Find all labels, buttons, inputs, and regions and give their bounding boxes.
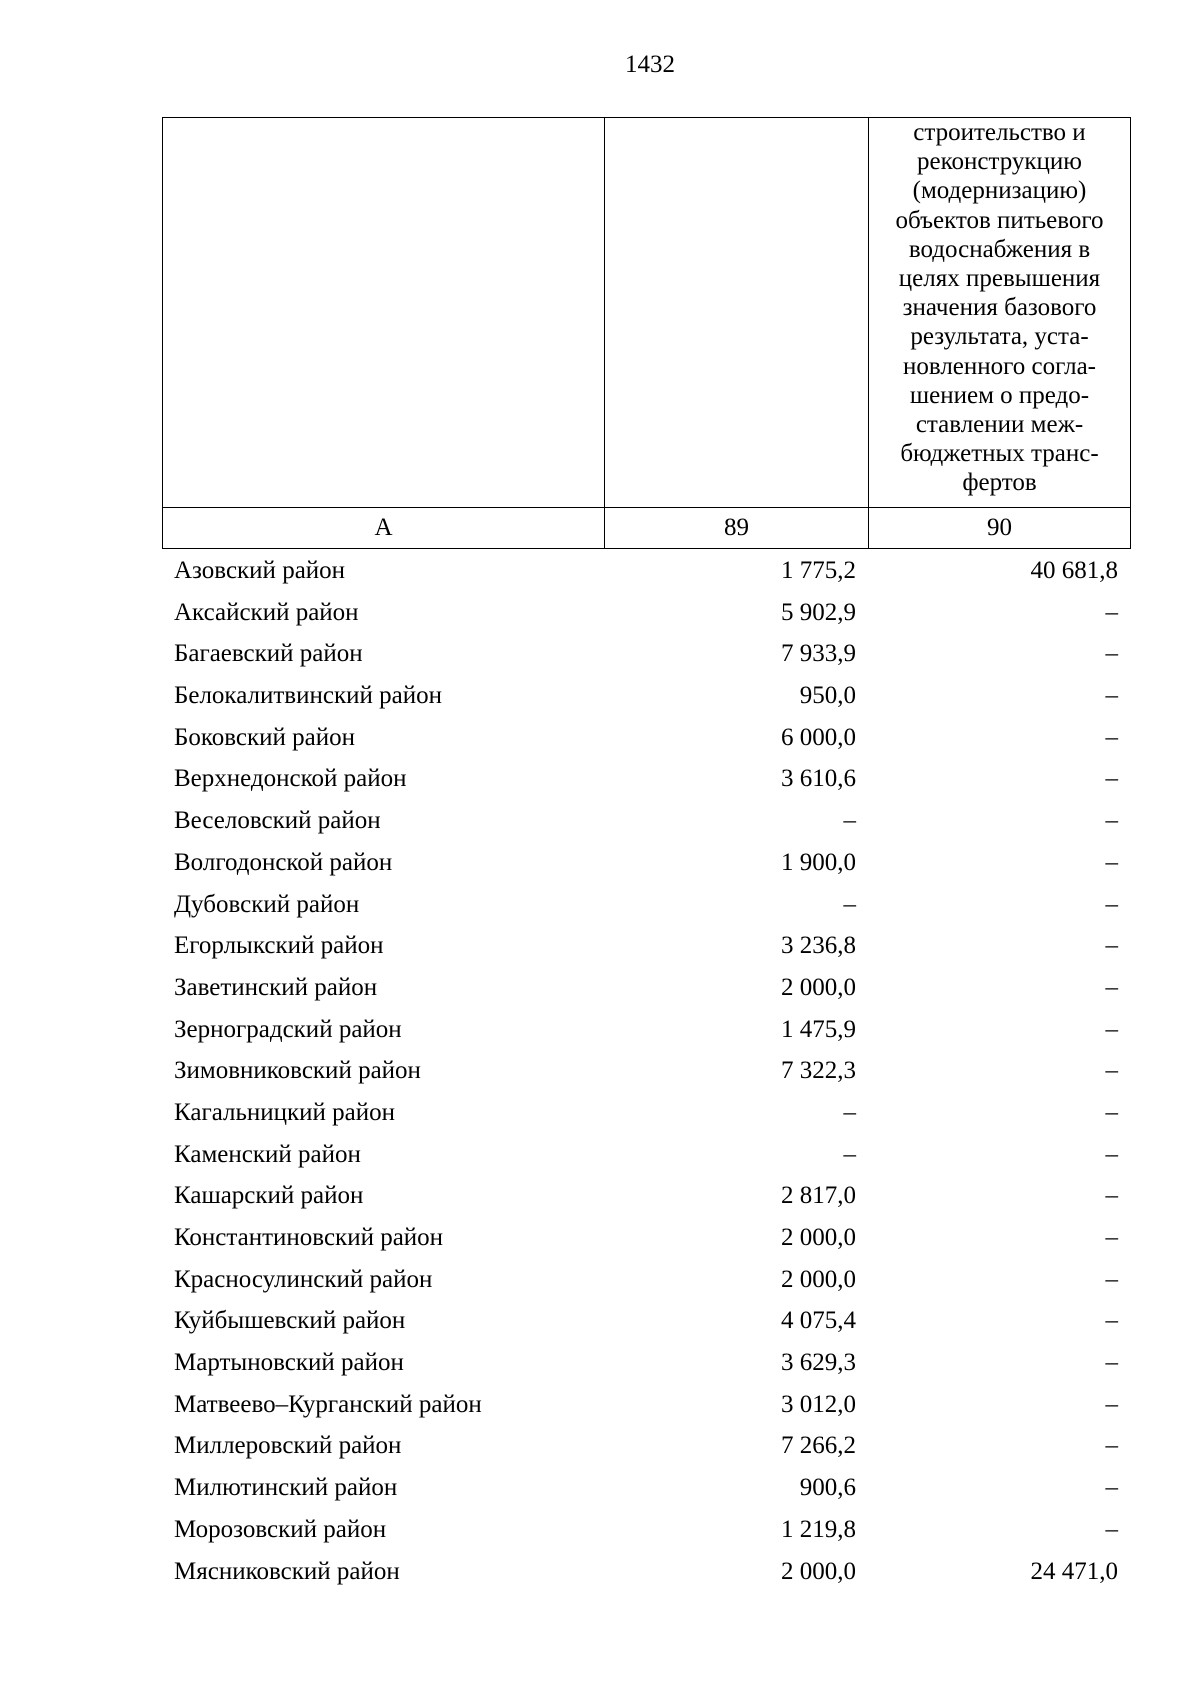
value-col-90: – [1105,598,1118,626]
header-col-a [163,118,605,508]
value-col-90: – [1105,1057,1118,1085]
value-col-89: 3 629,3 [781,1349,856,1377]
value-col-90: – [1105,1182,1118,1210]
table-row [162,1050,1130,1092]
district-name: Мартыновский район [174,1349,404,1377]
header-description-row [163,118,1131,508]
value-col-90: – [1105,973,1118,1001]
value-col-89: 7 266,2 [781,1432,856,1460]
table-row [162,1342,1130,1384]
value-col-90: – [1105,1474,1118,1502]
header-col-90-line: фертов [962,469,1037,497]
district-name: Заветинский район [174,973,378,1001]
table-row [162,1425,1130,1467]
table-row [162,1259,1130,1301]
header-col-90-line: шением о предо- [909,381,1090,409]
value-col-90: 40 681,8 [1030,557,1118,584]
value-col-89: 3 012,0 [781,1390,856,1418]
table-row [162,925,1130,967]
header-col-90-description [869,118,1131,508]
value-col-90: – [1105,1140,1118,1168]
table-row [162,1300,1130,1342]
value-col-89: 1 900,0 [781,848,856,876]
value-col-90: – [1105,1265,1118,1293]
value-col-90: – [1105,1432,1118,1460]
table-row [162,1467,1130,1509]
district-name: Егорлыкский район [174,932,384,960]
table-row [162,967,1130,1009]
value-col-89: – [843,1098,856,1126]
district-name: Волгодонской район [174,848,393,876]
value-col-89: 4 075,4 [781,1307,856,1335]
value-col-89: 1 219,8 [781,1515,856,1543]
header-number-row [163,508,1131,549]
value-col-89: 2 000,0 [781,1557,856,1585]
value-col-89: 7 322,3 [781,1057,856,1085]
district-name: Багаевский район [174,640,363,668]
value-col-90: – [1105,723,1118,751]
value-col-90: – [1105,1349,1118,1377]
table-row [162,800,1130,842]
district-name: Боковский район [174,723,355,751]
value-col-90: – [1105,1515,1118,1543]
district-name: Зимовниковский район [174,1057,421,1085]
table-row [162,1009,1130,1051]
value-col-89: – [843,1140,856,1168]
district-name: Веселовский район [174,807,381,835]
value-col-89: 3 610,6 [781,765,856,793]
district-name: Куйбышевский район [174,1307,406,1335]
district-name: Аксайский район [174,598,359,626]
header-col-89 [605,118,869,508]
district-name: Красносулинский район [174,1265,433,1293]
page-number: 1432 [625,51,675,78]
table-row [162,884,1130,926]
header-col-90-line: ставлении меж- [915,411,1084,439]
table-row [162,717,1130,759]
header-col-90-line: (модернизацию) [912,177,1087,205]
value-col-89: 1 775,2 [781,557,856,584]
value-col-90: – [1105,932,1118,960]
table-row [162,758,1130,800]
column-number-a: А [163,508,605,549]
header-col-90-line: целях превышения [898,265,1101,293]
value-col-89: 900,6 [799,1474,856,1502]
district-name: Верхнедонской район [174,765,407,793]
district-name: Милютинский район [174,1474,398,1502]
value-col-90: – [1105,807,1118,835]
value-col-90: – [1105,1098,1118,1126]
value-col-90: 24 471,0 [1030,1557,1118,1585]
header-col-90-line: реконструкцию [917,148,1082,176]
header-col-90-line: новленного согла- [902,352,1097,380]
value-col-89: 2 817,0 [781,1182,856,1210]
value-col-90: – [1105,1015,1118,1043]
value-col-89: 2 000,0 [781,973,856,1001]
value-col-89: 5 902,9 [781,598,856,626]
value-col-90: – [1105,682,1118,710]
value-col-90: – [1105,765,1118,793]
table-row [162,1509,1130,1551]
header-col-90-line: результата, уста- [910,323,1089,351]
table-header [162,117,1131,549]
table-row [162,1384,1130,1426]
value-col-90: – [1105,640,1118,668]
value-col-89: 7 933,9 [781,640,856,668]
value-col-89: – [843,807,856,835]
district-name: Мясниковский район [174,1557,400,1585]
district-name: Зерноградский район [174,1015,402,1043]
district-name: Белокалитвинский район [174,682,442,710]
table-row [162,842,1130,884]
table-body [162,550,1130,1592]
district-name: Дубовский район [174,890,360,918]
value-col-90: – [1105,1390,1118,1418]
table-row [162,550,1130,592]
header-col-90-line: значения базового [902,294,1097,322]
header-col-90-line: бюджетных транс- [900,440,1099,468]
header-col-90-line: объектов питьевого [895,206,1104,234]
table-row [162,1175,1130,1217]
district-name: Миллеровский район [174,1432,402,1460]
value-col-89: 6 000,0 [781,723,856,751]
value-col-89: – [843,890,856,918]
district-name: Константиновский район [174,1224,444,1251]
header-col-90-line: водоснабжения в [908,235,1091,263]
value-col-90: – [1105,890,1118,918]
value-col-89: 1 475,9 [781,1015,856,1043]
table-row [162,1134,1130,1176]
table-row [162,1551,1130,1593]
column-number-89: 89 [605,508,869,549]
value-col-90: – [1105,1224,1118,1251]
district-name: Морозовский район [174,1515,387,1543]
value-col-89: 2 000,0 [781,1224,856,1251]
district-name: Кагальницкий район [174,1098,396,1126]
table-row [162,1217,1130,1259]
value-col-89: 3 236,8 [781,932,856,960]
table-row [162,633,1130,675]
column-number-90: 90 [869,508,1131,549]
value-col-90: – [1105,1307,1118,1335]
district-name: Матвеево–Курганский район [174,1390,482,1418]
district-name: Азовский район [174,557,346,584]
value-col-89: 950,0 [799,682,856,710]
table-row [162,675,1130,717]
district-name: Кашарский район [174,1182,364,1210]
value-col-90: – [1105,848,1118,876]
header-col-90-line: строительство и [913,119,1086,146]
value-col-89: 2 000,0 [781,1265,856,1293]
district-name: Каменский район [174,1140,361,1168]
table-row [162,1092,1130,1134]
table-row [162,592,1130,634]
